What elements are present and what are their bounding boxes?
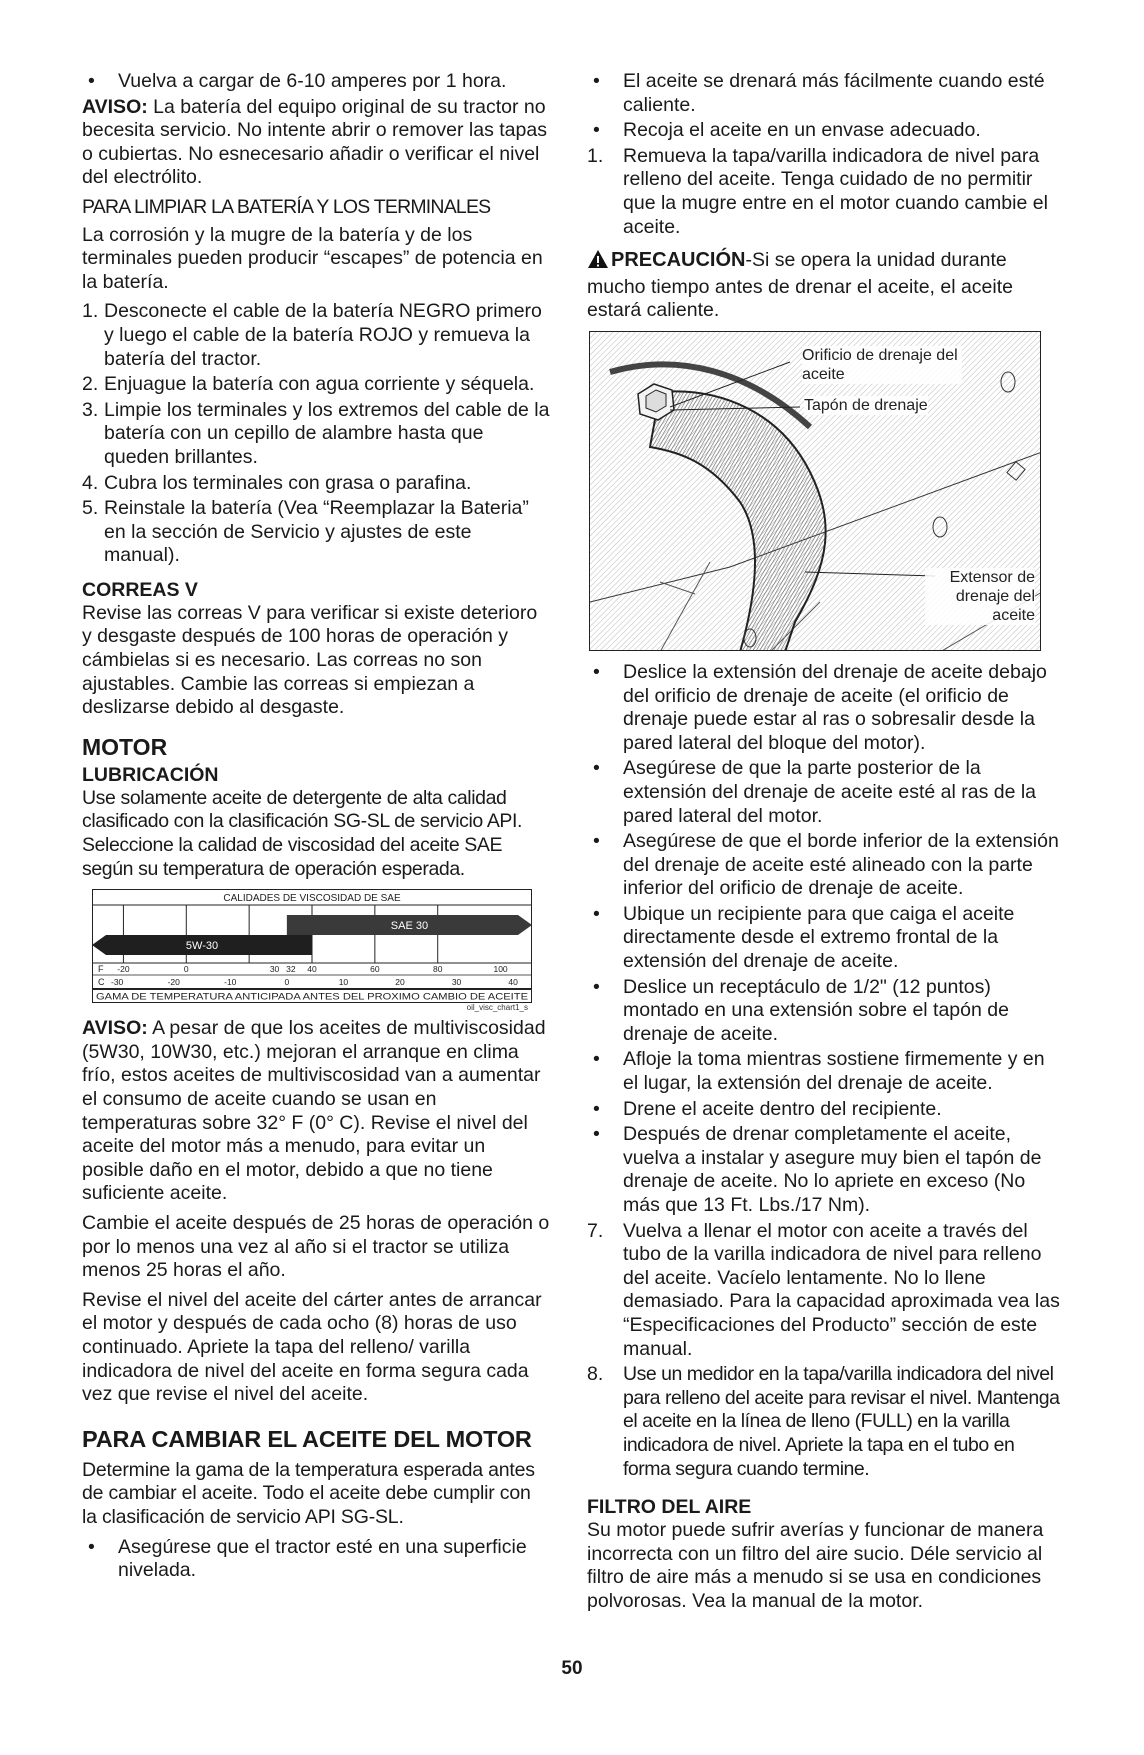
caution-text: -Si se opera la unidad durante mucho tiempo antes de drenar el aceite, el aceite estará caliente. [587,249,1014,322]
list-item: • Asegúrese de que la parte posterior de la extensión del drenaje de aceite esté al ras de la pared lateral del motor. [587,757,1063,828]
list-item: • Recoja el aceite en un envase adecuado. [587,119,1063,143]
list-item: 1. Desconecte el cable de la batería NEGRO primero y luego el cable de la batería ROJO y remueva la batería del tractor. [82,300,550,371]
list-item: • El aceite se drenará más fácilmente cuando esté caliente. [587,70,1063,117]
list-item: • Asegúrese que el tractor esté en una superficie nivelada. [82,1536,550,1583]
celsius-tick: 10 [338,977,349,988]
celsius-tick: -30 [110,977,124,988]
fahrenheit-tick: 60 [370,964,380,975]
warning-icon [587,249,609,276]
belts-text: Revise las correas V para verificar si existe deterioro y desgaste después de 100 horas de operación y cámbielas si es necesario. Las correas no son ajustables. Cambie las correas si empiezan a deslizarse debido al desgaste. [82,601,538,719]
fahrenheit-tick: 100 [493,964,508,975]
celsius-tick: 30 [451,977,462,988]
celsius-tick: -20 [167,977,180,988]
list-item: • Drene el aceite dentro del recipiente. [587,1098,1063,1122]
chart-bars [92,915,532,955]
list-item: 7. Vuelva a llenar el motor con aceite a través del tubo de la varilla indicadora de nivel para relleno del aceite. Vacíelo lentamente. No lo llene demasiado. Para la capacidad aproximada vea las “Especificaciones del Producto” sección de este manual. [587,1220,1063,1362]
list-item-text: Afloje la toma mientras sostiene firmemente y en el lugar, la extensión del drenaje de aceite. [623,1048,1045,1095]
step8-text: Use un medidor en la tapa/varilla indicadora del nivel para relleno del aceite para revisar el nivel. Mantenga el aceite en la línea de lleno (FULL) en la varilla indicadora de nivel. Apriete la tapa en el tubo en forma segura cuando termine. [623,1363,1060,1480]
celsius-axis [98,977,518,987]
list-item-text: Enjuague la batería con agua corriente y séquela. [104,373,535,396]
belts-heading: CORREAS V [82,578,198,601]
air-filter-heading: FILTRO DEL AIRE [587,1496,752,1519]
celsius-tick: 40 [508,977,518,988]
list-item: • Afloje la toma mientras sostiene firmemente y en el lugar, la extensión del drenaje de aceite. [587,1048,1063,1095]
step1-text: Remueva la tapa/varilla indicadora de nivel para relleno del aceite. Tenga cuidado de no permitir que la mugre entre en el motor cuando cambie el aceite. [623,144,1048,238]
fahrenheit-tick: 30 [269,964,280,975]
fahrenheit-tick: 32 [286,964,296,975]
list-item: 5. Reinstale la batería (Vea “Reemplazar la Bateria” en la sección de Servicio y ajustes de este manual). [82,497,550,568]
change-oil-heading: PARA CAMBIAR EL ACEITE DEL MOTOR [82,1425,532,1452]
battery-steps [82,300,550,568]
list-item: • Asegúrese de que el borde inferior de la extensión del drenaje de aceite esté alineado con la parte inferior del orificio de drenaje de aceite. [587,830,1063,901]
aviso-multiviscosity: AVISO: A pesar de que los aceites de multiviscosidad (5W30, 10W30, etc.) mejoran el arranque en clima frío, estos aceites de multiviscosidad van a aumentar el consumo de aceite cuando se usan en temperaturas sobre 32° F (0° C). Revise el nivel del aceite del motor más a menudo, para evitar un posible daño en el motor, debido a que no tiene suficiente aceite. [82,1017,546,1205]
caution-note [587,249,1063,323]
lubrication-text: Use solamente aceite de detergente de alta calidad clasificado con la clasificación SG-SL de servicio API. Seleccione la calidad de viscosidad del aceite SAE según su temperatura de operación esperada. [82,786,523,880]
list-item-text: Deslice la extensión del drenaje de aceite debajo del orificio de drenaje de aceite (el orificio de drenaje puede estar al ras o sobresalir desde la pared lateral del bloque del motor). [623,660,1047,754]
change-oil-text: Cambie el aceite después de 25 horas de operación o por lo menos una vez al año si el tractor se utiliza menos 25 horas el año. [82,1211,550,1282]
list-item-text: El aceite se drenará más fácilmente cuando esté caliente. [623,70,1045,116]
list-item: 2. Enjuague la batería con agua corriente y séquela. [82,373,550,397]
fahrenheit-tick: -20 [117,964,130,975]
list-item-text: Recoja el aceite en un envase adecuado. [623,119,981,142]
drain-plug-label: Tapón de drenaje [804,396,928,414]
list-item-text: Asegúrese de que la parte posterior de la extensión del drenaje de aceite esté al ras de la pared lateral del motor. [623,757,1037,827]
chart-footer: GAMA DE TEMPERATURA ANTICIPADA ANTES DEL PROXIMO CAMBIO DE ACEITE [96,991,528,1002]
list-item-text: Después de drenar completamente el aceite, vuelva a instalar y asegure muy bien el tapón de drenaje de aceite. No lo apriete en exceso (No más que 13 Ft. Lbs./17 Nm). [623,1123,1042,1216]
check-oil-text: Revise el nivel del aceite del cárter antes de arrancar el motor y después de cada ocho (8) horas de uso continuado. Apriete la tapa del relleno/ varilla indicadora de nivel del aceite en forma segura cada vez que revise el nivel del aceite. [82,1288,542,1406]
chart-footer-svg [92,989,532,1003]
bullets-mid [587,661,1063,1218]
celsius-tick: -10 [224,977,237,988]
drain-hole-label: Orificio de drenaje del aceite [802,346,962,384]
drain-figure [589,331,1041,651]
fahrenheit-tick: 0 [183,964,189,975]
viscosity-bar-label: 5W-30 [185,940,219,953]
caution-label: PRECAUCIÓN [611,249,746,272]
right-column [587,70,1063,1620]
celsius-tick: 0 [284,977,290,988]
fahrenheit-label: F [98,964,104,975]
viscosity-chart-svg [92,889,532,989]
list-item-text: Drene el aceite dentro del recipiente. [623,1097,942,1120]
list-item: • Deslice un receptáculo de 1/2" (12 puntos) montado en una extensión sobre el tapón de drenaje de aceite. [587,976,1063,1047]
list-item-text: Desconecte el cable de la batería NEGRO primero y luego el cable de la batería ROJO y remueva la batería del tractor. [104,300,542,370]
list-item-text: Reinstale la batería (Vea “Reemplazar la Bateria” en la sección de Servicio y ajustes de este manual). [104,497,529,567]
fahrenheit-tick: 80 [432,964,443,975]
list-item: 4. Cubra los terminales con grasa o parafina. [82,472,550,496]
list-item: 1. Remueva la tapa/varilla indicadora de nivel para relleno del aceite. Tenga cuidado de no permitir que la mugre entre en el motor cuando cambie el aceite. [587,145,1063,239]
celsius-tick: 20 [395,977,405,988]
air-filter-text: Su motor puede sufrir averías y funcionar de manera incorrecta con un filtro del aire sucio. Déle servicio al filtro de aire más a menudo si se usa en condiciones polvorosas. Vea la manual de la motor. [587,1519,1044,1612]
list-item-text: Cubra los terminales con grasa o parafina. [104,471,472,494]
list-item: • Después de drenar completamente el aceite, vuelva a instalar y asegure muy bien el tapón de drenaje de aceite. No lo apriete en exceso (No más que 13 Ft. Lbs./17 Nm). [587,1123,1063,1217]
page-number: 50 [561,1658,583,1679]
list-item: • Deslice la extensión del drenaje de aceite debajo del orificio de drenaje de aceite (el orificio de drenaje puede estar al ras o sobresalir desde la pared lateral del bloque del motor). [587,661,1063,755]
level-surface-text: Asegúrese que el tractor esté en una superficie nivelada. [118,1535,527,1582]
recharge-text: Vuelva a cargar de 6-10 amperes por 1 hora. [118,70,507,92]
fahrenheit-tick: 40 [307,964,317,975]
aviso-battery: AVISO: La batería del equipo original de su tractor no becesita servicio. No intente abrir o remover las tapas o cubiertas. No esnecesario añadir o verificar el nivel del electrólito. [82,95,547,189]
chart-title: CALIDADES DE VISCOSIDAD DE SAE [223,893,401,905]
battery-intro: La corrosión y la mugre de la batería y de los terminales pueden producir “escapes” de potencia en la batería. [82,223,543,293]
celsius-label: C [98,977,105,988]
fahrenheit-axis [98,964,508,974]
lubrication-heading: LUBRICACIÓN [82,763,219,786]
list-item-text: Deslice un receptáculo de 1/2" (12 puntos) montado en una extensión sobre el tapón de drenaje de aceite. [623,975,1009,1045]
viscosity-bar-label: SAE 30 [390,920,429,933]
bullets-top [587,70,1063,143]
left-column [82,70,550,1585]
list-item: 8. Use un medidor en la tapa/varilla indicadora del nivel para relleno del aceite para revisar el nivel. Mantenga el aceite en la línea de lleno (FULL) en la varilla indicadora de nivel. Apriete la tapa en el tubo en forma segura cuando termine. [587,1363,1063,1481]
drain-extension-label: Extensor de drenaje del aceite [925,568,1035,625]
viscosity-chart [92,889,532,1013]
list-item-text: Asegúrese de que el borde inferior de la extensión del drenaje de aceite esté alineado con la parte inferior del orificio de drenaje de aceite. [623,830,1059,900]
list-item: 3. Limpie los terminales y los extremos del cable de la batería con un cepillo de alambre hasta que queden brillantes. [82,398,550,468]
step7-text: Vuelva a llenar el motor con aceite a través del tubo de la varilla indicadora de nivel para relleno del aceite. Vacíelo lentamente. No lo llene demasiado. Para la capacidad aproximada vea las “Especificaciones del Producto” sección de este manual. [623,1219,1060,1360]
chart-code: oil_visc_chart1_s [466,1003,528,1013]
motor-heading: MOTOR [82,733,168,760]
list-item: • Ubique un recipiente para que caiga el aceite directamente desde el extremo frontal de la extensión del drenaje de aceite. [587,903,1063,974]
list-item-text: Limpie los terminales y los extremos del cable de la batería con un cepillo de alambre hasta que queden brillantes. [104,398,550,468]
change-oil-intro: Determine la gama de la temperatura esperada antes de cambiar el aceite. Todo el aceite debe cumplir con la clasificación de servicio API SG-SL. [82,1458,535,1528]
battery-heading: PARA LIMPIAR LA BATERÍA Y LOS TERMINALES [82,195,491,218]
list-item: • Vuelva a cargar de 6-10 amperes por 1 hora. [82,70,550,94]
list-item-text: Ubique un recipiente para que caiga el aceite directamente desde el extremo frontal de la extensión del drenaje de aceite. [623,902,1015,973]
